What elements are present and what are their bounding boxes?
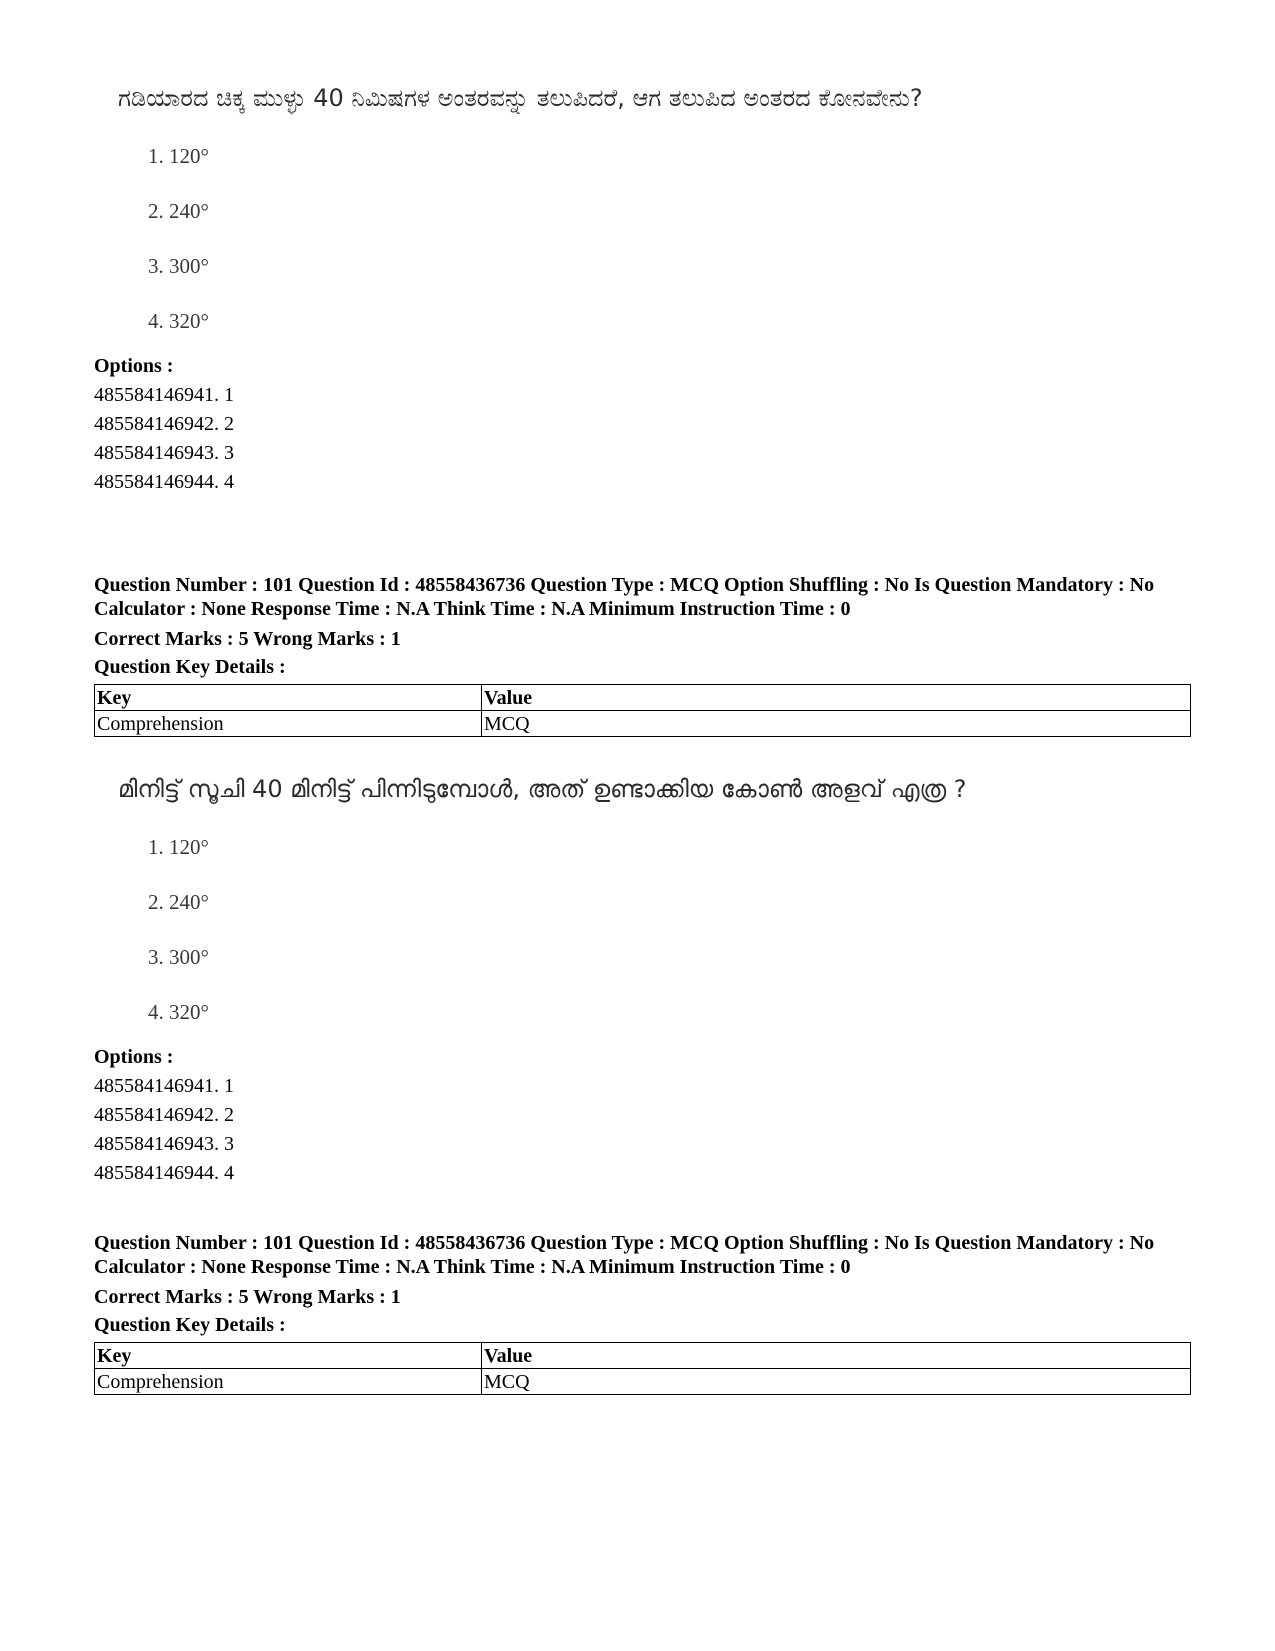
- table-header-key: Key: [95, 685, 482, 711]
- question-meta-block: [94, 573, 1194, 737]
- question-text: മിനിട്ട് സൂചി 40 മിനിട്ട് പിന്നിടുമ്പോൾ, അത് ഉണ്ടാക്കിയ കോൺ അളവ് എത്ര ?: [118, 775, 967, 803]
- options-title: Options :: [94, 355, 174, 377]
- key-details-title: Question Key Details :: [94, 656, 286, 678]
- choice-3: 3. 300°: [148, 254, 209, 278]
- key-details-table: [94, 684, 1191, 737]
- table-cell-key: Comprehension: [95, 1369, 482, 1395]
- question-meta-block: [94, 1231, 1194, 1395]
- question-block-malayalam: [94, 773, 1194, 1188]
- table-cell-value: MCQ: [482, 711, 1191, 737]
- table-header-value: Value: [482, 1343, 1191, 1369]
- choice-2: 2. 240°: [148, 890, 209, 914]
- option-id-2: 485584146942. 2: [94, 413, 234, 435]
- table-header-row: [95, 1343, 1191, 1369]
- option-id-1: 485584146941. 1: [94, 1075, 234, 1097]
- table-cell-key: Comprehension: [95, 711, 482, 737]
- option-id-3: 485584146943. 3: [94, 442, 234, 464]
- choice-4: 4. 320°: [148, 1000, 209, 1024]
- table-header-key: Key: [95, 1343, 482, 1369]
- option-id-4: 485584146944. 4: [94, 471, 234, 493]
- choice-1: 1. 120°: [148, 835, 209, 859]
- question-meta: Question Number : 101 Question Id : 48558436736 Question Type : MCQ Option Shuffling : No Is Question Mandatory : No Calculator : None Response Time : N.A Think Time : N.A Minimum Instruction Time : 0: [94, 574, 1155, 620]
- key-details-table: [94, 1342, 1191, 1395]
- option-id-1: 485584146941. 1: [94, 384, 234, 406]
- question-meta: Question Number : 101 Question Id : 48558436736 Question Type : MCQ Option Shuffling : No Is Question Mandatory : No Calculator : None Response Time : N.A Think Time : N.A Minimum Instruction Time : 0: [94, 1232, 1155, 1278]
- marks-line: Correct Marks : 5 Wrong Marks : 1: [94, 1286, 401, 1308]
- option-id-2: 485584146942. 2: [94, 1104, 234, 1126]
- marks-line: Correct Marks : 5 Wrong Marks : 1: [94, 628, 401, 650]
- key-details-title: Question Key Details :: [94, 1314, 286, 1336]
- options-title: Options :: [94, 1046, 174, 1068]
- question-text: ಗಡಿಯಾರದ ಚಿಕ್ಕ ಮುಳ್ಳು 40 ನಿಮಿಷಗಳ ಅಂತರವನ್ನು ತಲುಪಿದರೆ, ಆಗ ತಲುಪಿದ ಅಂತರದ ಕೋನವೇನು?: [118, 84, 923, 112]
- table-cell-value: MCQ: [482, 1369, 1191, 1395]
- choice-1: 1. 120°: [148, 144, 209, 168]
- choice-2: 2. 240°: [148, 199, 209, 223]
- table-row: [95, 1369, 1191, 1395]
- choice-3: 3. 300°: [148, 945, 209, 969]
- choice-4: 4. 320°: [148, 309, 209, 333]
- table-row: [95, 711, 1191, 737]
- question-block-kannada: [94, 82, 1194, 497]
- table-header-row: [95, 685, 1191, 711]
- table-header-value: Value: [482, 685, 1191, 711]
- option-id-3: 485584146943. 3: [94, 1133, 234, 1155]
- option-id-4: 485584146944. 4: [94, 1162, 234, 1184]
